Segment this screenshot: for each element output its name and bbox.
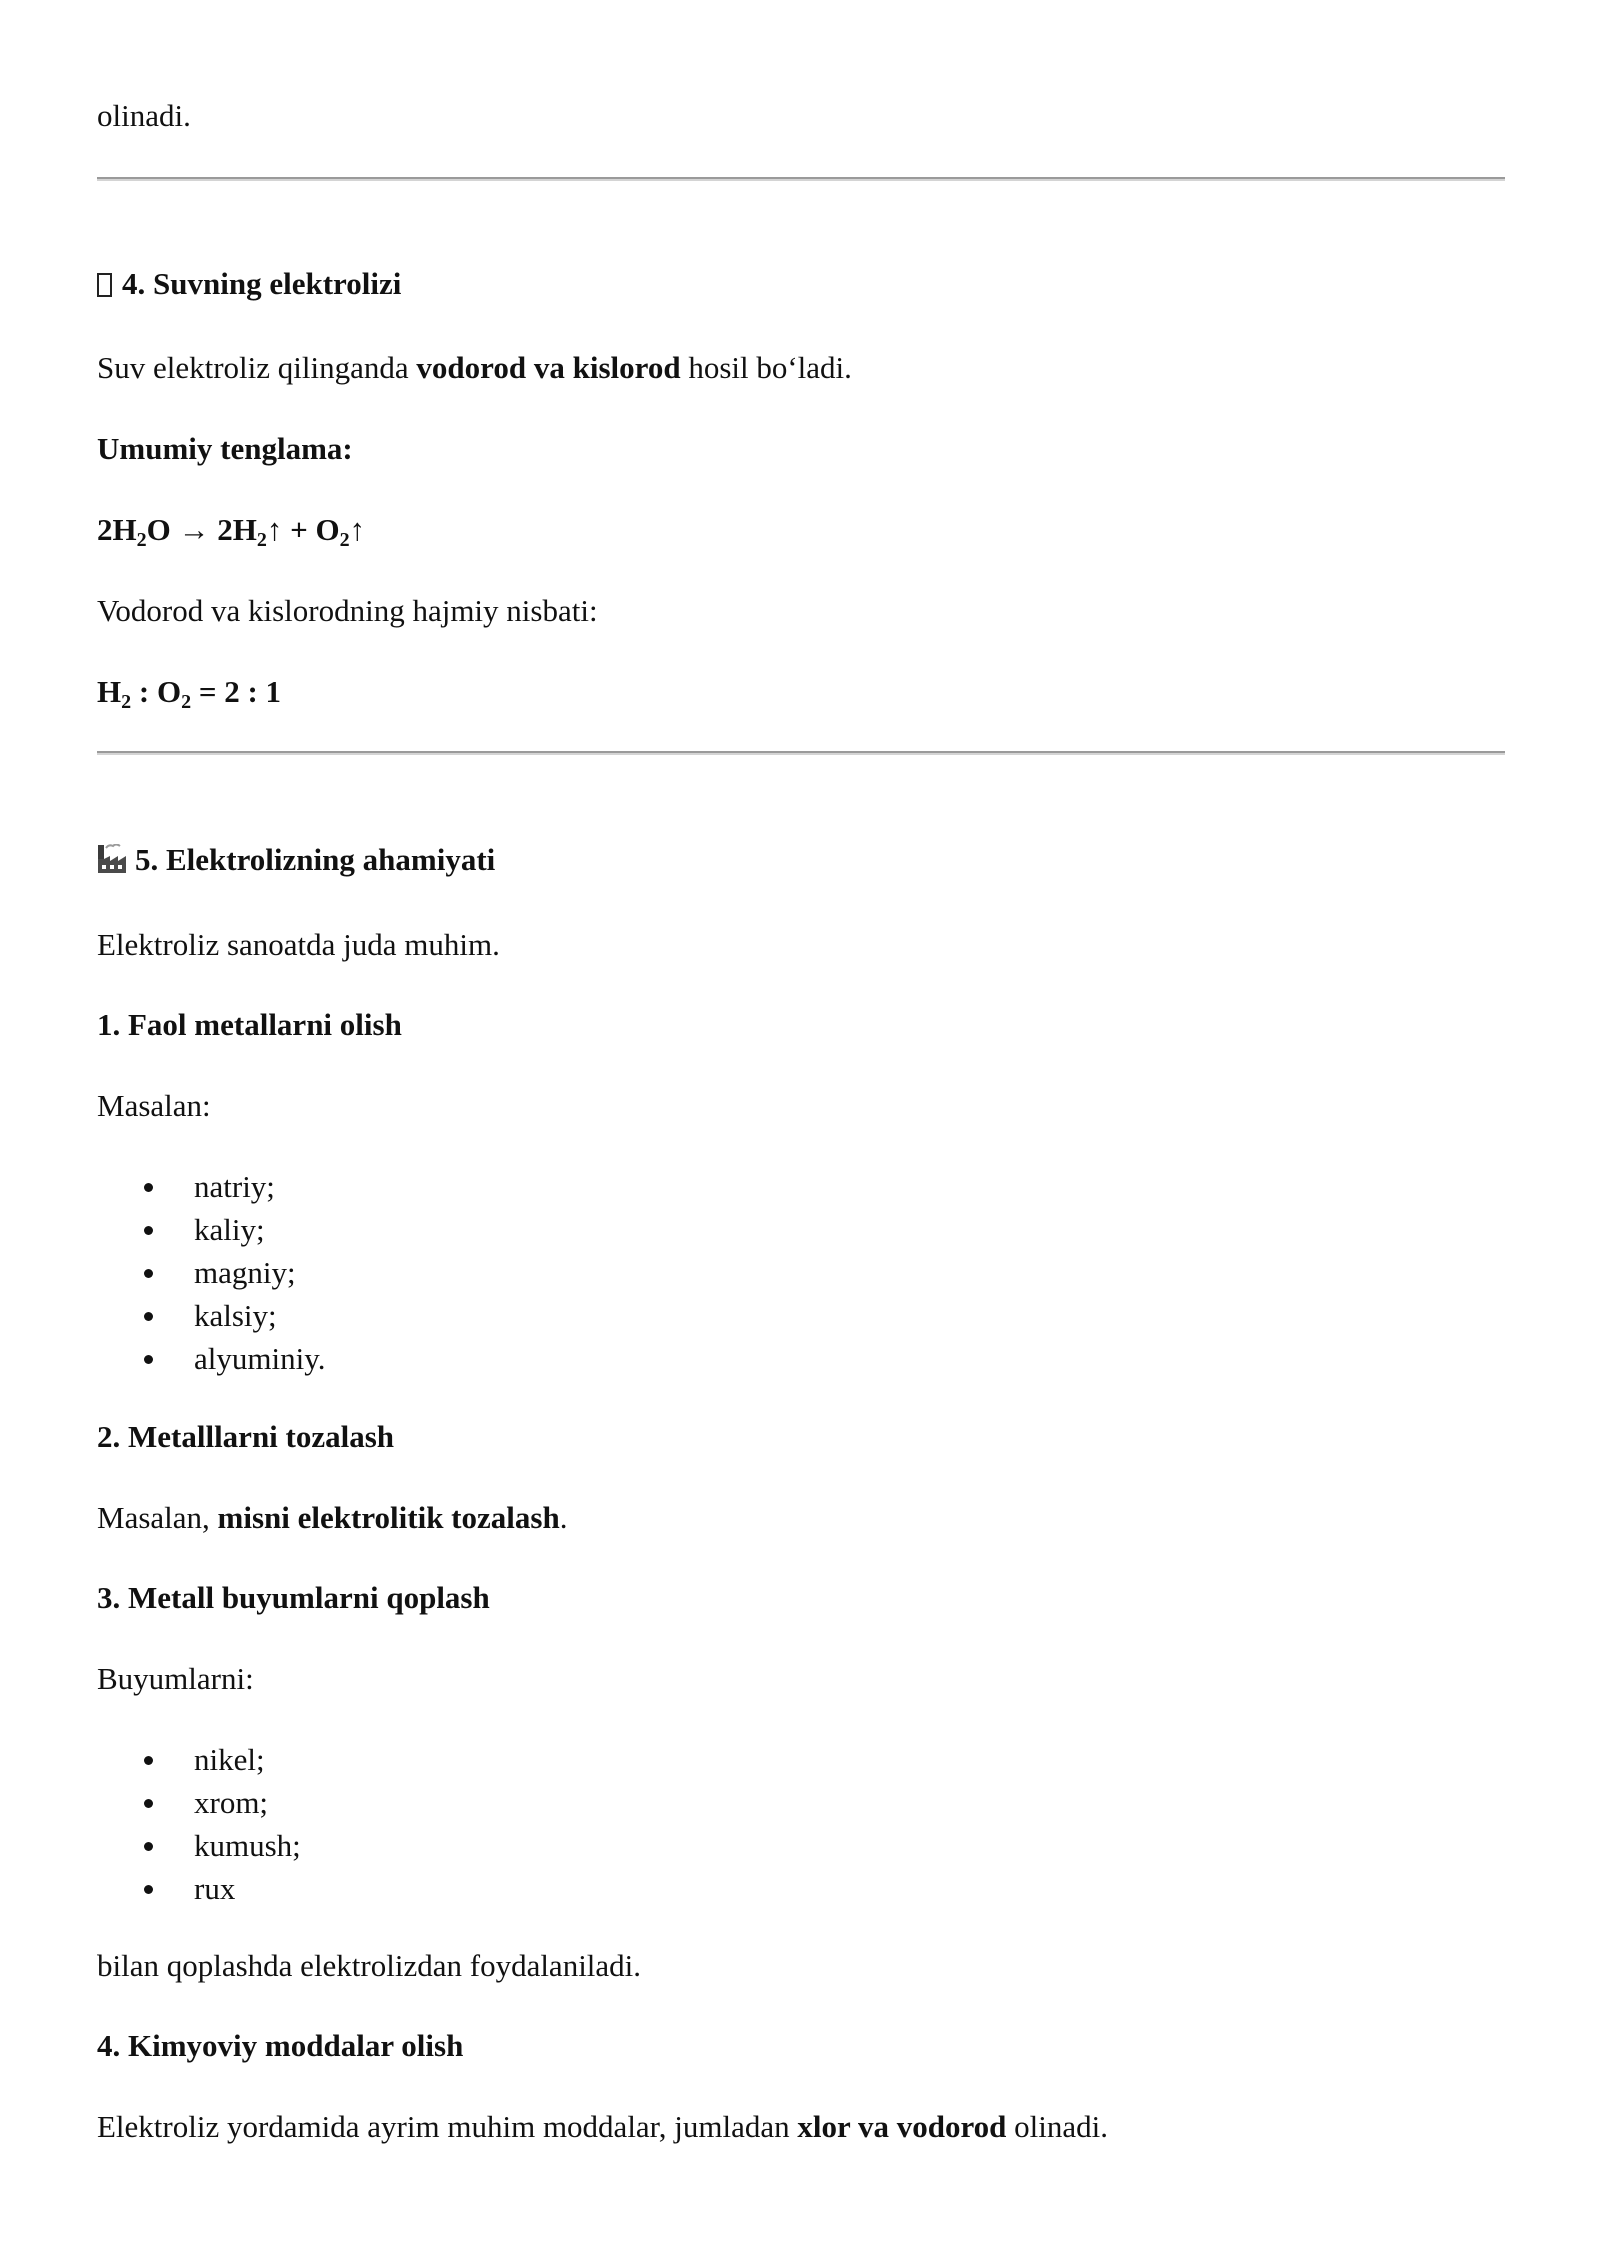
section-5-heading [97,840,495,884]
paragraph-bold-text: misni elektrolitik tozalash [217,1500,560,1535]
item-3-heading: 3. Metall buyumlarni qoplash [97,1580,490,1615]
bullet-icon [144,1799,153,1808]
coating-metals-list [97,1740,301,1912]
paragraph-bold-text: vodorod va kislorod [416,350,681,385]
section-4-paragraph [97,348,852,388]
paragraph-text: Suv elektroliz qilinganda [97,350,417,385]
list-item [97,1210,325,1253]
list-item [97,1869,301,1912]
section-5-intro: Elektroliz sanoatda juda muhim. [97,927,500,962]
item-4-heading: 4. Kimyoviy moddalar olish [97,2028,464,2063]
list-item-text: kalsiy; [194,1298,277,1333]
water-electrolysis-equation [97,510,365,550]
equation-part: O → 2H [146,512,257,547]
equation-part: ↑ + O [266,512,340,547]
item-1-label: Masalan: [97,1088,211,1123]
list-item [97,1740,301,1783]
intro-tail-text: olinadi. [97,98,191,133]
item-2-text [97,1498,567,1538]
paragraph-text: hosil bo‘ladi. [680,350,852,385]
volume-ratio [97,672,281,712]
list-item-text: xrom; [194,1785,269,1820]
section-5-title: 5. Elektrolizning ahamiyati [135,842,496,877]
equation-subscript: 2 [256,529,267,551]
ratio-part: : O [131,674,182,709]
equation-subscript: 2 [136,529,147,551]
item-3-label: Buyumlarni: [97,1661,254,1696]
list-item [97,1296,325,1339]
bullet-icon [144,1183,153,1192]
item-3-tail: bilan qoplashda elektrolizdan foydalaniladi. [97,1948,642,1983]
bullet-icon [144,1355,153,1364]
section-divider [97,177,1505,181]
list-item [97,1783,301,1826]
equation-subscript: 2 [339,529,350,551]
equation-part: ↑ [349,512,366,547]
list-item [97,1253,325,1296]
item-1-heading: 1. Faol metallarni olish [97,1007,402,1042]
bullet-icon [144,1312,153,1321]
item-2-heading: 2. Metalllarni tozalash [97,1419,395,1454]
list-item-text: kaliy; [194,1212,265,1247]
paragraph-text: olinadi. [1006,2109,1108,2144]
list-item-text: nikel; [194,1742,265,1777]
list-item [97,1826,301,1869]
equation-part: 2H [97,512,137,547]
list-item [97,1167,325,1210]
ratio-label: Vodorod va kislorodning hajmiy nisbati: [97,593,598,628]
list-item-text: alyuminiy. [194,1341,326,1376]
bullet-icon [144,1842,153,1851]
active-metals-list [97,1167,325,1382]
list-item-text: magniy; [194,1255,296,1290]
paragraph-bold-text: xlor va vodorod [797,2109,1007,2144]
paragraph-text: . [559,1500,568,1535]
ratio-subscript: 2 [181,691,192,713]
list-item-text: rux [194,1871,236,1906]
bullet-icon [144,1269,153,1278]
section-4-heading [97,264,401,304]
box-icon [97,273,112,297]
section-4-title: 4. Suvning elektrolizi [122,266,402,301]
ratio-part: = 2 : 1 [191,674,282,709]
paragraph-text: Elektroliz yordamida ayrim muhim moddalar, jumladan [97,2109,798,2144]
equation-label: Umumiy tenglama: [97,431,353,466]
list-item-text: natriy; [194,1169,275,1204]
paragraph-text: Masalan, [97,1500,218,1535]
item-4-text [97,2107,1108,2147]
list-item-text: kumush; [194,1828,301,1863]
bullet-icon [144,1226,153,1235]
factory-icon [97,844,127,884]
bullet-icon [144,1756,153,1765]
section-divider [97,751,1505,755]
bullet-icon [144,1885,153,1894]
list-item [97,1339,325,1382]
ratio-subscript: 2 [121,691,132,713]
ratio-part: H [97,674,122,709]
